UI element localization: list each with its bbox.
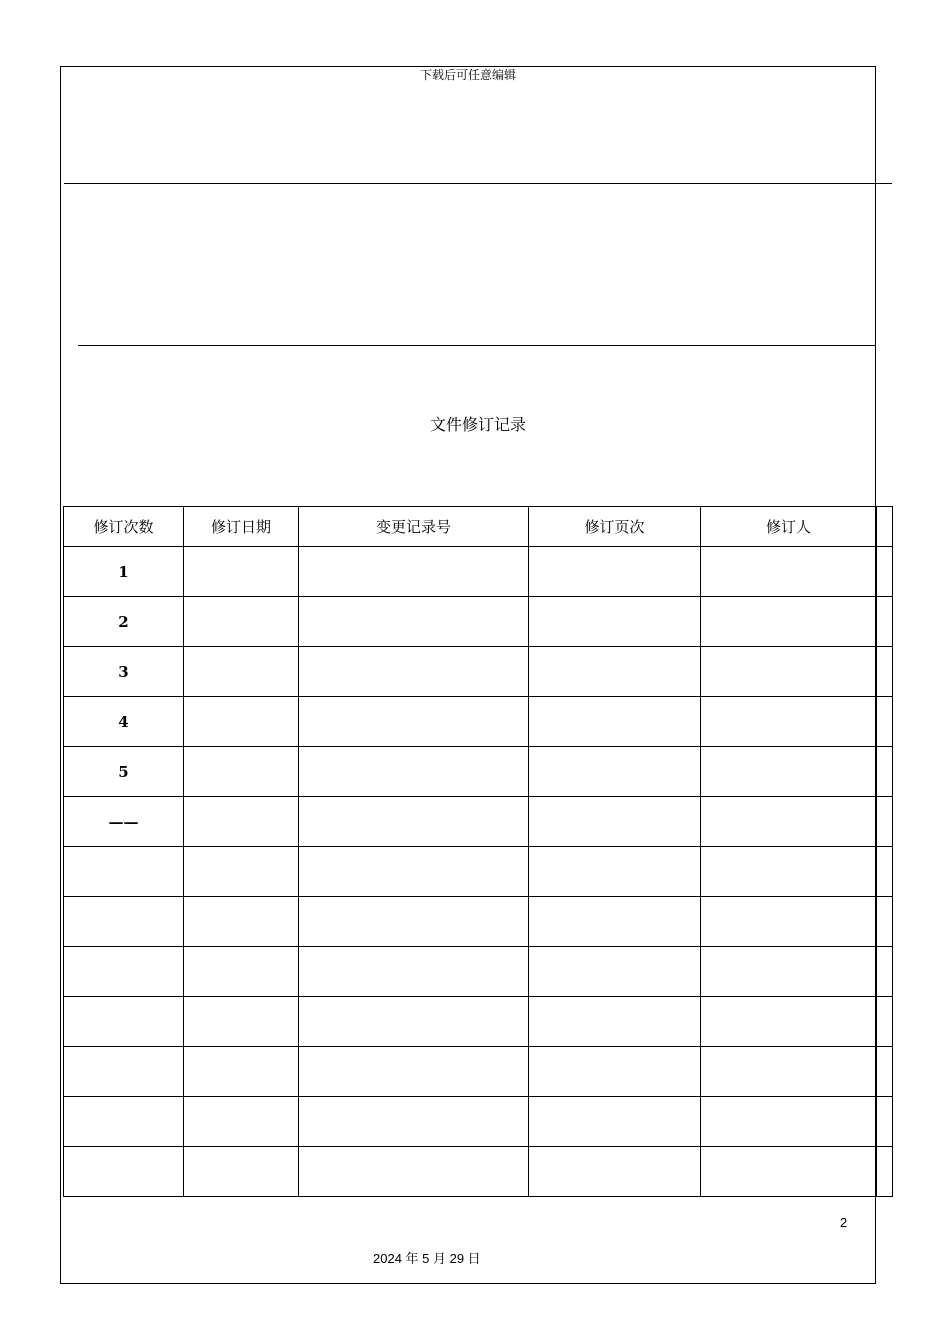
table-margin-cell — [877, 697, 893, 747]
cell-revision-count — [64, 947, 184, 997]
cell-revised-pages — [529, 1047, 701, 1097]
table-row — [64, 747, 893, 797]
footer-date: 2024 年 5 月 29 日 — [373, 1251, 481, 1266]
table-row — [64, 947, 893, 997]
cell-change-record-no — [299, 747, 529, 797]
table-row — [64, 847, 893, 897]
cell-reviser — [701, 797, 877, 847]
table-margin-cell — [877, 897, 893, 947]
header-change-record-no: 变更记录号 — [299, 507, 529, 547]
cell-revised-pages — [529, 1097, 701, 1147]
cell-change-record-no — [299, 797, 529, 847]
cell-revision-date — [184, 1147, 299, 1197]
cell-reviser — [701, 897, 877, 947]
cell-reviser — [701, 847, 877, 897]
cell-revision-date — [184, 947, 299, 997]
table-margin-cell — [877, 997, 893, 1047]
cell-change-record-no — [299, 547, 529, 597]
table-margin-cell — [877, 1047, 893, 1097]
cell-revision-date — [184, 897, 299, 947]
cell-change-record-no — [299, 947, 529, 997]
cell-revised-pages — [529, 847, 701, 897]
table-row — [64, 1097, 893, 1147]
cell-revision-count — [64, 1147, 184, 1197]
section-rule — [78, 345, 876, 346]
cell-revision-count: —— — [64, 797, 184, 847]
header-revision-count: 修订次数 — [64, 507, 184, 547]
cell-revision-date — [184, 597, 299, 647]
cell-change-record-no — [299, 1047, 529, 1097]
table-row — [64, 647, 893, 697]
table-row — [64, 797, 893, 847]
cell-change-record-no — [299, 597, 529, 647]
revision-table — [63, 506, 893, 1197]
table-row — [64, 897, 893, 947]
cell-revised-pages — [529, 947, 701, 997]
cell-reviser — [701, 997, 877, 1047]
cell-reviser — [701, 1047, 877, 1097]
cell-revision-count: 1 — [64, 547, 184, 597]
cell-change-record-no — [299, 1147, 529, 1197]
cell-revision-count: 3 — [64, 647, 184, 697]
cell-revision-date — [184, 1097, 299, 1147]
cell-reviser — [701, 697, 877, 747]
header-note: 下载后可任意编辑 — [419, 68, 516, 82]
table-margin-cell — [877, 847, 893, 897]
cell-reviser — [701, 747, 877, 797]
cell-revised-pages — [529, 597, 701, 647]
header-rule — [64, 183, 892, 184]
table-row — [64, 997, 893, 1047]
table-header-row — [64, 507, 893, 547]
cell-revision-count — [64, 847, 184, 897]
cell-revision-count: 5 — [64, 747, 184, 797]
cell-revision-date — [184, 997, 299, 1047]
table-row — [64, 1147, 893, 1197]
document-title: 文件修订记录 — [429, 415, 526, 434]
cell-revision-count — [64, 1097, 184, 1147]
cell-revision-date — [184, 1047, 299, 1097]
cell-revision-date — [184, 547, 299, 597]
cell-revision-date — [184, 747, 299, 797]
header-revised-pages: 修订页次 — [529, 507, 701, 547]
cell-reviser — [701, 947, 877, 997]
cell-reviser — [701, 1097, 877, 1147]
cell-revision-date — [184, 697, 299, 747]
page-number: 2 — [840, 1215, 848, 1230]
table-margin-cell — [877, 647, 893, 697]
cell-change-record-no — [299, 647, 529, 697]
cell-revised-pages — [529, 547, 701, 597]
cell-revised-pages — [529, 647, 701, 697]
table-row — [64, 1047, 893, 1097]
table-margin-cell — [877, 1147, 893, 1197]
table-row — [64, 547, 893, 597]
cell-revision-count — [64, 997, 184, 1047]
cell-revised-pages — [529, 1147, 701, 1197]
header-reviser: 修订人 — [701, 507, 877, 547]
table-margin-cell — [877, 597, 893, 647]
cell-revised-pages — [529, 997, 701, 1047]
cell-change-record-no — [299, 847, 529, 897]
table-margin-cell — [877, 547, 893, 597]
table-margin-cell — [877, 507, 893, 547]
cell-change-record-no — [299, 897, 529, 947]
cell-revised-pages — [529, 797, 701, 847]
cell-revision-count: 2 — [64, 597, 184, 647]
cell-reviser — [701, 597, 877, 647]
cell-change-record-no — [299, 997, 529, 1047]
cell-revision-date — [184, 847, 299, 897]
header-revision-date: 修订日期 — [184, 507, 299, 547]
cell-change-record-no — [299, 697, 529, 747]
table-margin-cell — [877, 1097, 893, 1147]
cell-reviser — [701, 547, 877, 597]
table-row — [64, 697, 893, 747]
table-row — [64, 597, 893, 647]
cell-revision-count — [64, 897, 184, 947]
cell-revised-pages — [529, 747, 701, 797]
table-margin-cell — [877, 747, 893, 797]
cell-change-record-no — [299, 1097, 529, 1147]
cell-reviser — [701, 1147, 877, 1197]
cell-revised-pages — [529, 897, 701, 947]
cell-revision-date — [184, 797, 299, 847]
cell-reviser — [701, 647, 877, 697]
table-margin-cell — [877, 797, 893, 847]
table-margin-cell — [877, 947, 893, 997]
cell-revised-pages — [529, 697, 701, 747]
cell-revision-count: 4 — [64, 697, 184, 747]
cell-revision-date — [184, 647, 299, 697]
cell-revision-count — [64, 1047, 184, 1097]
